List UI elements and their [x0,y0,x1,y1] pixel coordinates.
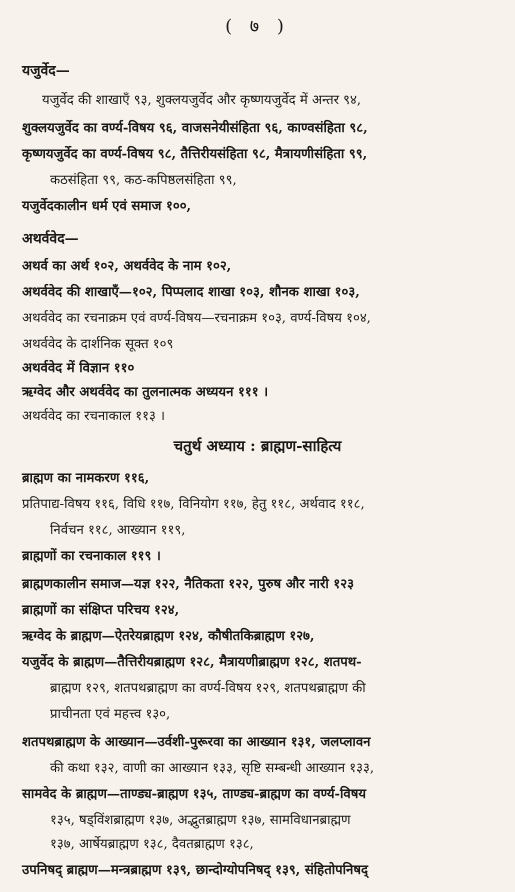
toc-line: शुक्लयजुर्वेद का वर्ण्य-विषय ९६, वाजसनेयीसंहिता ९६, काण्वसंहिता ९८, [22,121,368,136]
toc-line: अथर्ववेद का रचनाक्रम एवं वर्ण्य-विषय—रचनाक्रम १०३, वर्ण्य-विषय १०४, [22,311,371,326]
toc-line: ऋग्वेद और अथर्ववेद का तुलनात्मक अध्ययन १११ । [22,385,269,400]
toc-line: ब्राह्मणों का रचनाकाल ११९ । [22,549,161,564]
section-heading-atharvaveda: अथर्ववेद— [22,231,79,247]
toc-line: अथर्व का अर्थ १०२, अथर्ववेद के नाम १०२, [22,259,232,274]
toc-line: शतपथब्राह्मण के आख्यान—उर्वशी-पुरूरवा का आख्यान १३१, जलप्लावन [22,735,371,750]
toc-line: अथर्ववेद की शाखाएँ—१०२, पिप्पलाद शाखा १०३, शौनक शाखा १०३, [22,285,360,300]
toc-line: ब्राह्मण का नामकरण ११६, [22,471,150,486]
toc-line: सामवेद के ब्राह्मण—ताण्ड्य-ब्राह्मण १३५, ताण्ड्य-ब्राह्मण का वर्ण्य-विषय [22,787,366,802]
toc-line: ब्राह्मणकालीन समाज—यज्ञ १२२, नैतिकता १२२, पुरुष और नारी १२३ [22,577,354,592]
toc-line: १३७, आर्षेयब्राह्मण १३८, दैवतब्राह्मण १३८, [50,837,254,852]
toc-line: ब्राह्मण १२९, शतपथब्राह्मण का वर्ण्य-विषय १२९, शतपथब्राह्मण की [50,681,366,696]
toc-line: प्रतिपाद्य-विषय ११६, विधि ११७, विनियोग ११७, हेतु ११८, अर्थवाद ११८, [22,497,365,512]
toc-line: प्राचीनता एवं महत्त्व १३०, [50,707,171,722]
toc-line: अथर्ववेद का रचनाकाल ११३ । [22,409,166,424]
toc-line: अथर्ववेद के दार्शनिक सूक्त १०९ [22,337,174,352]
toc-line: उपनिषद् ब्राह्मण—मन्त्रब्राह्मण १३९, छान्दोग्योपनिषद् १३९, संहितोपनिषद् [22,863,368,878]
toc-line: १३५, षड्विंशब्राह्मण १३७, अद्भुतब्राह्मण १३७, सामविधानब्राह्मण [50,813,351,828]
toc-line: यजुर्वेदकालीन धर्म एवं समाज १००, [22,199,192,214]
toc-line: निर्वचन ११८, आख्यान ११९, [50,523,186,538]
page-number: ( ७ ) [225,16,290,37]
toc-line: कृष्णयजुर्वेद का वर्ण्य-विषय ९८, तैत्तिरीयसंहिता ९८, मैत्रायणीसंहिता ९९, [22,147,368,162]
toc-line: यजुर्वेद की शाखाएँ ९३, शुक्लयजुर्वेद और कृष्णयजुर्वेद में अन्तर ९४, [42,93,362,108]
toc-line: अथर्ववेद में विज्ञान ११० [22,361,135,376]
toc-line: ब्राह्मणों का संक्षिप्त परिचय १२४, [22,603,180,618]
section-heading-yajurveda: यजुर्वेद— [22,63,70,79]
toc-line: यजुर्वेद के ब्राह्मण—तैत्तिरीयब्राह्मण १२८, मैत्रायणीब्राह्मण १२८, शतपथ- [22,655,362,670]
chapter-title: चतुर्थ अध्याय : ब्राह्मण-साहित्य [173,437,342,455]
toc-line: ऋग्वेद के ब्राह्मण—ऐतरेयब्राह्मण १२४, कौषीतकिब्राह्मण १२७, [22,629,315,644]
toc-line: कठसंहिता ९९, कठ-कपिष्ठलसंहिता ९९, [50,173,237,188]
toc-line: की कथा १३२, वाणी का आख्यान १३३, सृष्टि सम्बन्धी आख्यान १३३, [50,761,375,776]
